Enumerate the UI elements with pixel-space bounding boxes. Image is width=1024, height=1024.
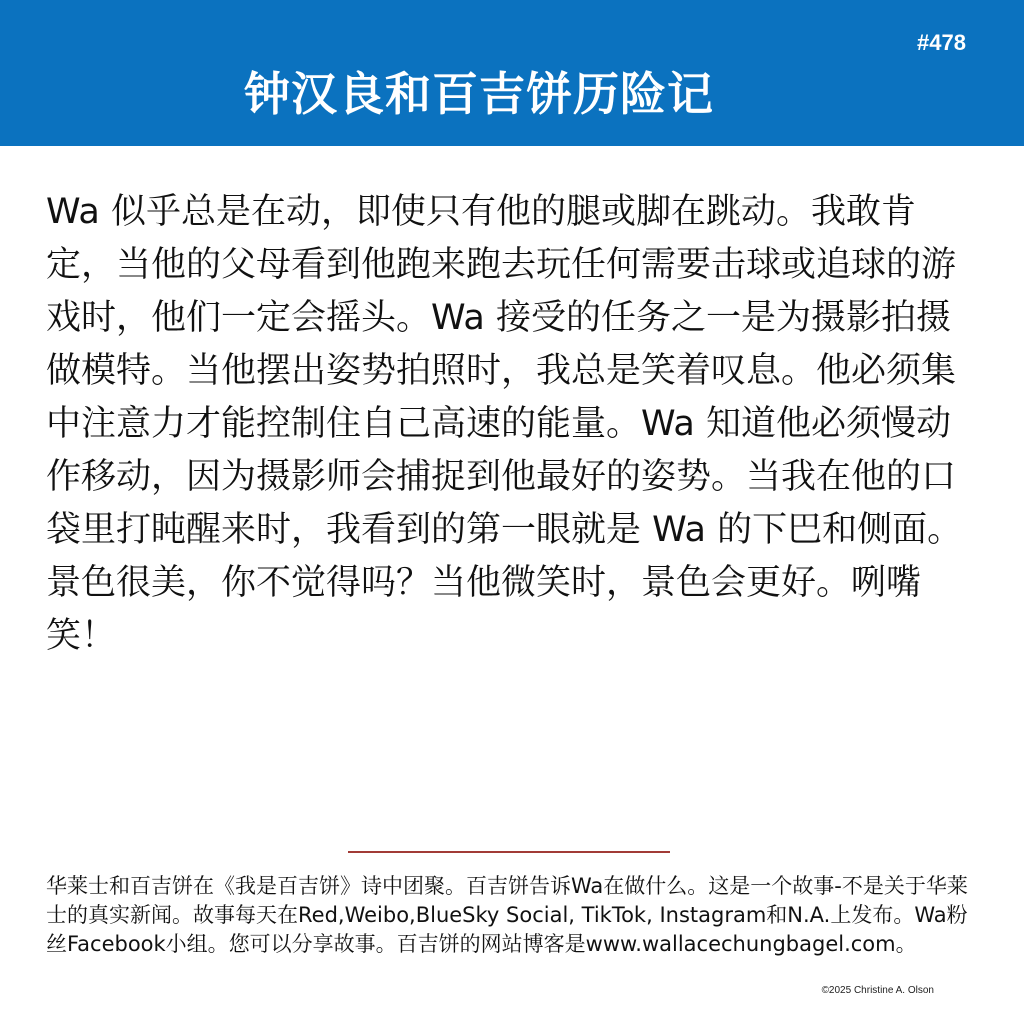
story-text: Wa 似乎总是在动，即使只有他的腿或脚在跳动。我敢肯定，当他的父母看到他跑来跑去玩任何需要击球或追球的游戏时，他们一定会摇头。Wa 接受的任务之一是为摄影拍摄做模特。当他摆出姿势拍照时，我总是笑着叹息。他必须集中注意力才能控制住自己高速的能量。Wa 知道他必须慢动作移动，因为摄影师会捕捉到他最好的姿势。当我在他的口袋里打盹醒来时，我看到的第一眼就是 Wa 的下巴和侧面。景色很美，你不觉得吗？当他微笑时，景色会更好。咧嘴笑！	[46, 192, 963, 656]
divider-line	[348, 851, 670, 853]
header-banner	[0, 0, 1024, 146]
issue-number: #478	[917, 30, 966, 55]
page-title: 钟汉良和百吉饼历险记	[244, 67, 714, 121]
copyright-notice: ©2025 Christine A. Olson	[821, 985, 934, 996]
footnote-text: 华莱士和百吉饼在《我是百吉饼》诗中团聚。百吉饼告诉Wa在做什么。这是一个故事-不是关于华莱士的真实新闻。故事每天在Red,Weibo,BlueSky Social, TikTok, Instagram和N.A.上发布。Wa粉丝Facebook小组。您可以分享故事。百吉饼的网站博客是www.wallacechungbagel.com。	[46, 874, 968, 956]
